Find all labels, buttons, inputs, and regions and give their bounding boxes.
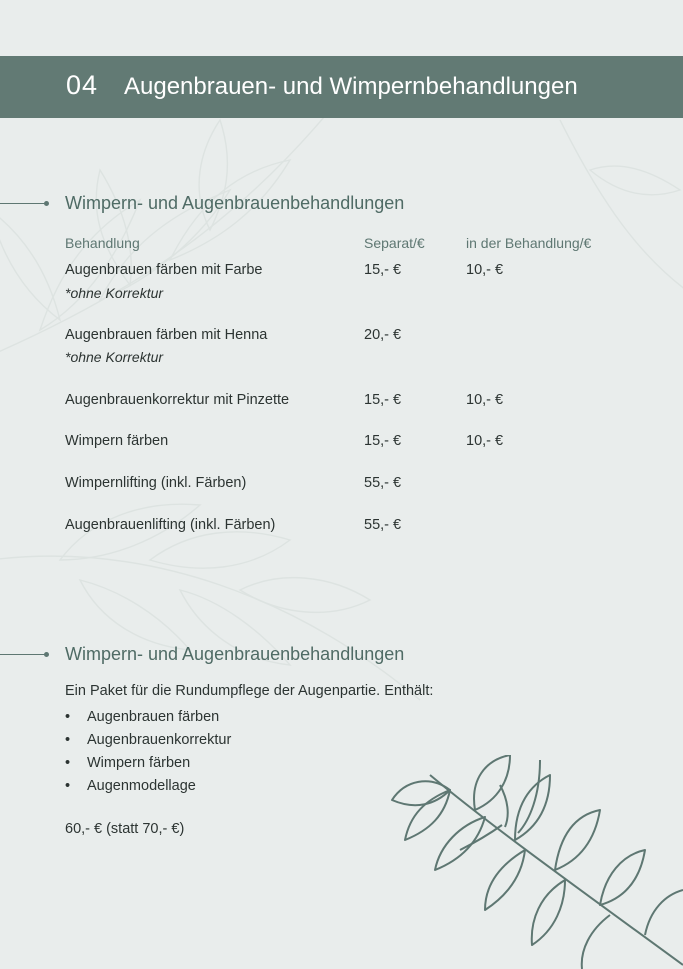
treatment-note: *ohne Korrektur	[65, 349, 164, 365]
header-band	[0, 56, 683, 118]
treatment-name: Augenbrauenlifting (inkl. Färben)	[65, 517, 276, 533]
price-separate: 15,- €	[364, 433, 402, 449]
list-item: • Augenbrauenkorrektur	[65, 729, 231, 752]
page-title: Augenbrauen- und Wimpernbehandlungen	[124, 73, 578, 100]
package-intro: Ein Paket für die Rundumpflege der Augenpartie. Enthält:	[65, 683, 434, 699]
price-separate: 55,- €	[364, 475, 402, 491]
list-item: • Augenmodellage	[65, 775, 231, 798]
price-separate: 55,- €	[364, 517, 402, 533]
section-1-title: Wimpern- und Augenbrauenbehandlungen	[65, 193, 405, 213]
treatment-name: Wimpernlifting (inkl. Färben)	[65, 475, 247, 491]
price-in-treatment: 10,- €	[466, 433, 504, 449]
price-separate: 15,- €	[364, 392, 402, 408]
price-in-treatment: 10,- €	[466, 392, 504, 408]
section-divider-line	[0, 654, 46, 655]
section-marker-dot	[44, 652, 49, 657]
treatment-name: Augenbrauenkorrektur mit Pinzette	[65, 392, 290, 408]
treatment-name: Augenbrauen färben mit Farbe	[65, 262, 263, 278]
price-separate: 15,- €	[364, 262, 402, 278]
section-marker-dot	[44, 201, 49, 206]
column-header-in-treatment: in der Behandlung/€	[466, 235, 592, 251]
section-2-title: Wimpern- und Augenbrauenbehandlungen	[65, 644, 405, 664]
price-separate: 20,- €	[364, 327, 402, 343]
section-divider-line	[0, 203, 46, 204]
treatment-name: Augenbrauen färben mit Henna	[65, 327, 268, 343]
column-header-treatment: Behandlung	[65, 235, 140, 251]
leaf-branch-icon	[390, 755, 683, 969]
list-item: • Augenbrauen färben	[65, 706, 231, 729]
column-header-separate: Separat/€	[364, 235, 425, 251]
chapter-number: 04	[66, 70, 99, 100]
price-in-treatment: 10,- €	[466, 262, 504, 278]
list-item: • Wimpern färben	[65, 752, 231, 775]
package-items-list	[65, 706, 231, 798]
treatment-name: Wimpern färben	[65, 433, 169, 449]
package-price: 60,- € (statt 70,- €)	[65, 821, 185, 837]
treatment-note: *ohne Korrektur	[65, 285, 164, 301]
